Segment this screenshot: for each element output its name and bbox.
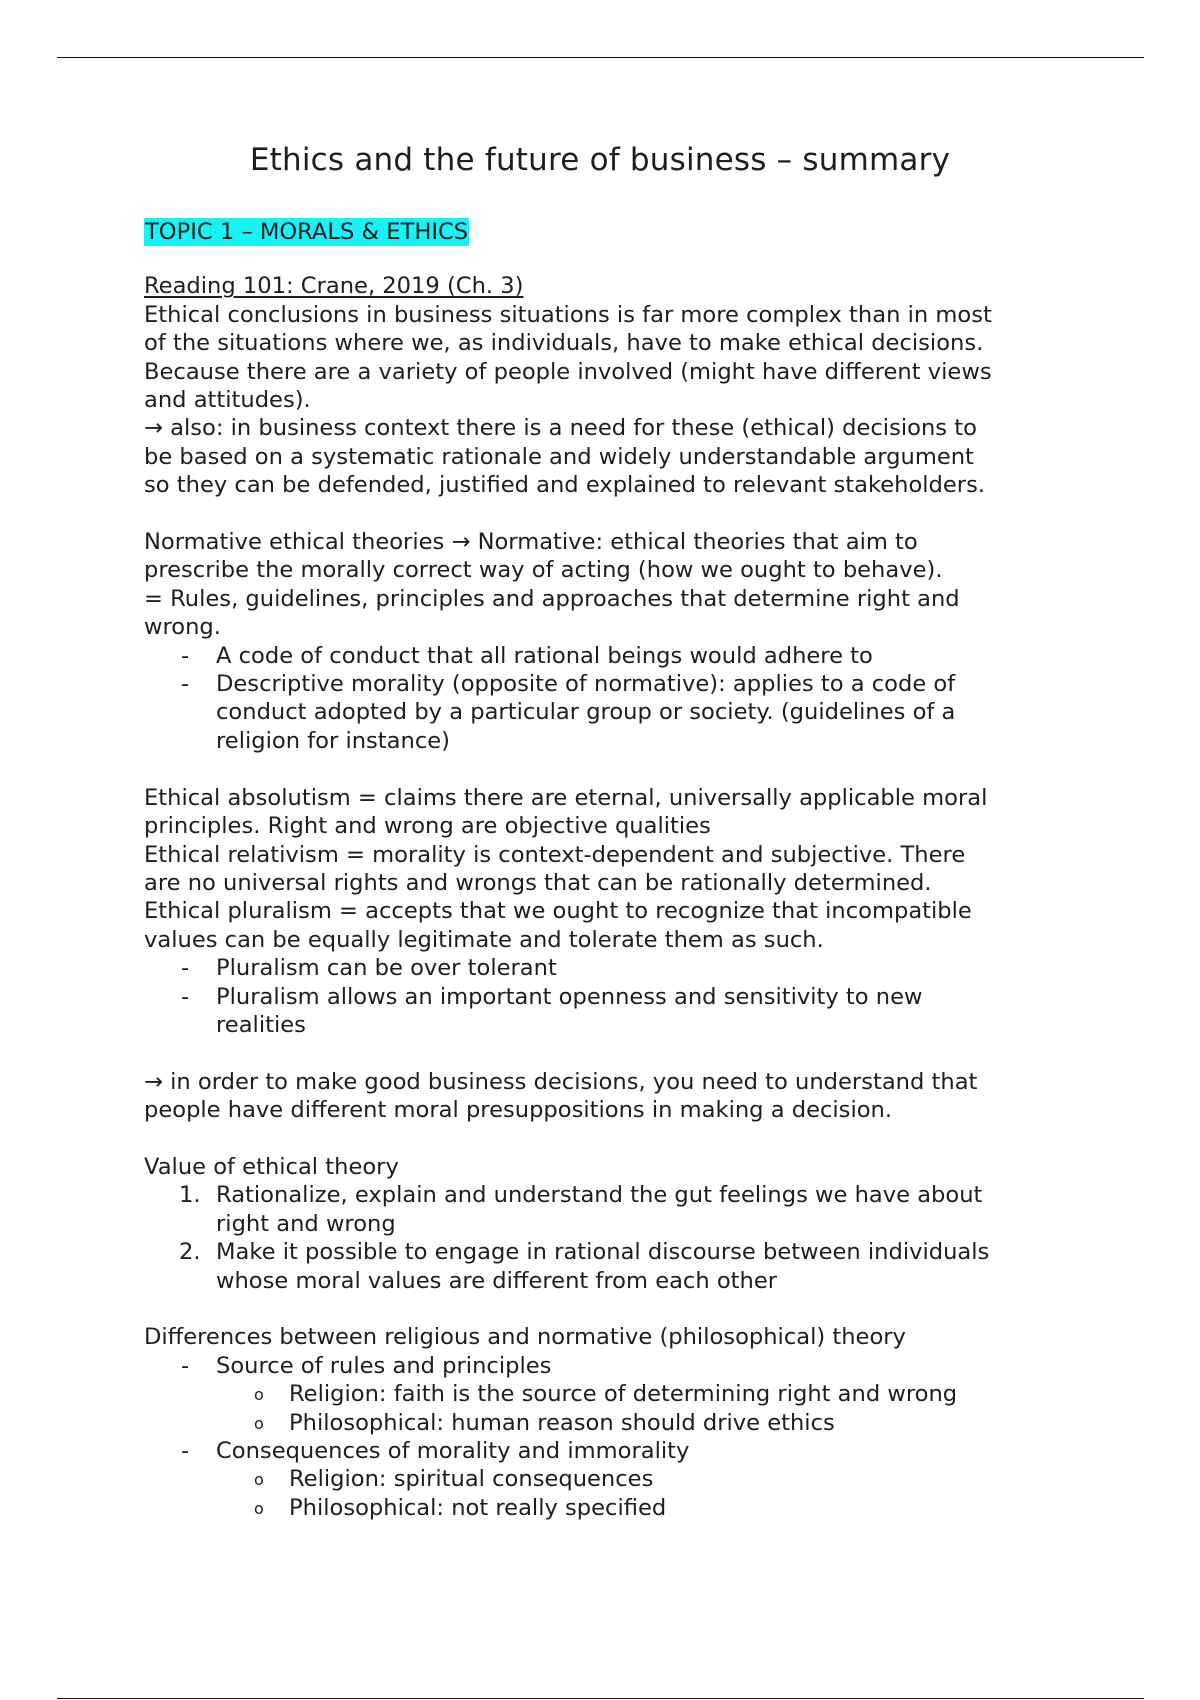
sub-list-item: o Religion: faith is the source of determining right and wrong [144,1380,1064,1408]
circle-bullet-icon: o [254,1498,264,1518]
circle-bullet-icon: o [254,1470,264,1490]
page-title: Ethics and the future of business – summary [249,142,951,178]
list-item: 2. Make it possible to engage in rational discourse between individuals whose moral values are different from each other [179,1239,990,1294]
differences-heading: Differences between religious and normative (philosophical) theory [144,1324,906,1351]
bottom-rule [57,1698,1144,1699]
value-numbered-list [144,1181,1064,1295]
value-heading: Value of ethical theory [144,1153,399,1180]
sub-list-item: o Religion: spiritual consequences [144,1465,1064,1493]
topic-heading-highlighted: TOPIC 1 – MORALS & ETHICS [145,219,469,245]
differences-list-continued [144,1437,1064,1465]
conclusion-paragraph: → in order to make good business decisions, you need to understand that people have different moral presuppositions in making a decision. [144,1068,978,1124]
top-rule [57,57,1144,58]
normative-paragraph: Normative ethical theories → Normative: ethical theories that aim to prescribe the morally correct way of acting (how we ought to behave). = Rules, guidelines, principles and approaches that determine right and wrong. [144,529,960,641]
sub-list-item: o Philosophical: not really specified [144,1494,1064,1522]
list-item: - Pluralism allows an important openness and sensitivity to new realities [144,983,1064,1040]
source-sub-list [144,1380,1064,1437]
list-item: 1. Rationalize, explain and understand the gut feelings we have about right and wrong [179,1182,983,1237]
circle-bullet-icon: o [254,1385,264,1405]
consequences-sub-list [144,1465,1064,1522]
sub-list-item: o Philosophical: human reason should drive ethics [144,1409,1064,1437]
document-page [144,140,1064,1522]
absolutism-paragraph: Ethical absolutism = claims there are eternal, universally applicable moral principles. Right and wrong are objective qualities Ethical relativism = morality is context-dependent and subjective. There are no universal rights and wrongs that can be rationally determined. Ethical pluralism = accepts that we ought to recognize that incompatible values can be equally legitimate and tolerate them as such. [144,784,988,953]
circle-bullet-icon: o [254,1413,264,1433]
reading-reference: Reading 101: Crane, 2019 (Ch. 3) [144,273,524,300]
list-item: - A code of conduct that all rational beings would adhere to [144,642,1064,670]
list-item: - Descriptive morality (opposite of normative): applies to a code of conduct adopted by a particular group or society. (guidelines of a religion for instance) [144,670,1064,755]
pluralism-bullet-list [144,954,1064,1039]
list-item: - Consequences of morality and immorality [144,1437,1064,1465]
list-item: - Source of rules and principles [144,1352,1064,1380]
intro-paragraph: Ethical conclusions in business situations is far more complex than in most of the situations where we, as individuals, have to make ethical decisions. Because there are a variety of people involved (might have different views and attitudes). → also: in business context there is a need for these (ethical) decisions to be based on a systematic rationale and widely understandable argument so they can be defended, justified and explained to relevant stakeholders. [144,301,992,499]
list-item: - Pluralism can be over tolerant [144,954,1064,982]
differences-list [144,1352,1064,1380]
normative-bullet-list [144,642,1064,756]
